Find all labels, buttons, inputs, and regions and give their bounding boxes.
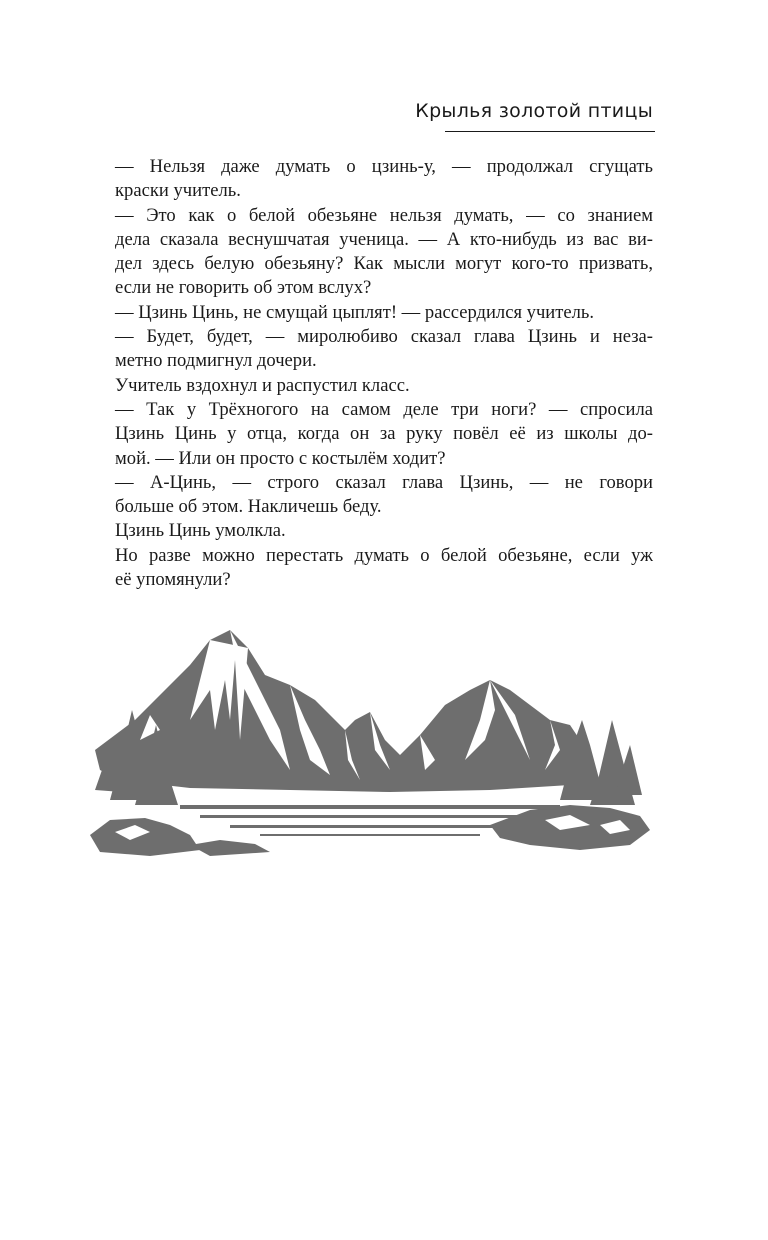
text-line: — Будет, будет, — миролюбиво сказал глава Цзинь и неза- (115, 326, 653, 348)
text-line: — Это как о белой обезьяне нельзя думать, — со знанием (115, 204, 653, 226)
header-rule (445, 131, 655, 132)
text-line: мой. — Или он просто с костылём ходит? (115, 447, 446, 469)
text-line: краски учитель. (115, 180, 241, 202)
text-line: её упомянули? (115, 569, 231, 591)
text-line: Но разве можно перестать думать о белой обезьяне, если уж (115, 544, 653, 566)
running-header: Крылья золотой птицы (415, 100, 653, 122)
text-line: — Цзинь Цинь, не смущай цыплят! — рассердился учитель. (115, 301, 595, 323)
text-line: больше об этом. Накличешь беду. (115, 496, 382, 518)
text-line: — А-Цинь, — строго сказал глава Цзинь, — не говори (115, 471, 653, 493)
text-line: Цзинь Цинь у отца, когда он за руку повёл её из школы до- (115, 423, 653, 445)
text-line: — Так у Трёхногого на самом деле три ноги? — спросила (115, 398, 653, 420)
text-line: метно подмигнул дочери. (115, 350, 317, 372)
text-line: Цзинь Цинь умолкла. (115, 520, 286, 542)
mountain-illustration-icon (90, 620, 650, 870)
mountain-lake-illustration (90, 620, 650, 870)
text-line: дела сказала веснушчатая ученица. — А кто-нибудь из вас ви- (115, 228, 653, 250)
text-line: — Нельзя даже думать о цзинь-у, — продолжал сгущать (115, 156, 653, 177)
body-text (115, 155, 653, 592)
text-line: Учитель вздохнул и распустил класс. (115, 374, 410, 396)
text-line: дел здесь белую обезьяну? Как мысли могут кого-то призвать, (115, 253, 653, 275)
text-line: если не говорить об этом вслух? (115, 277, 372, 299)
